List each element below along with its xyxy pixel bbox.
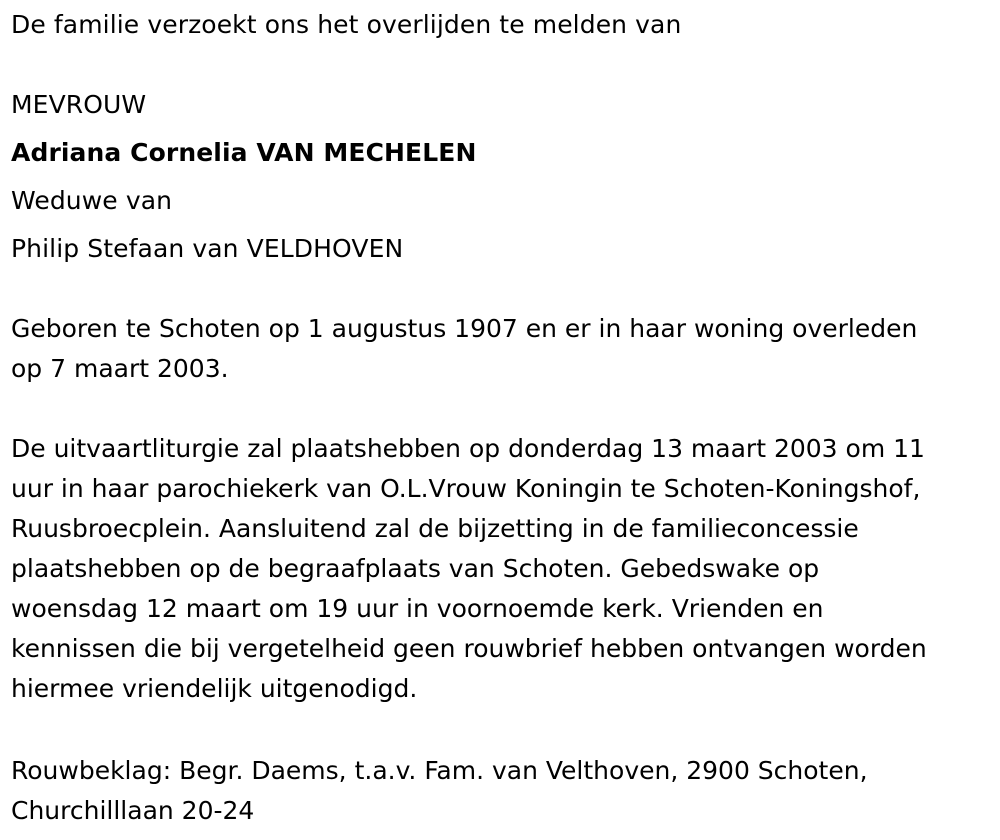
paragraph-line: Geboren te Schoten op 1 augustus 1907 en er in haar woning overleden xyxy=(11,314,918,343)
condolences-paragraph xyxy=(11,751,996,831)
paragraph-line: uur in haar parochiekerk van O.L.Vrouw Koningin te Schoten-Koningshof, xyxy=(11,474,921,503)
honorific: MEVROUW xyxy=(11,90,147,119)
paragraph-line: woensdag 12 maart om 19 uur in voornoemde kerk. Vrienden en xyxy=(11,594,824,623)
paragraph-line: hiermee vriendelijk uitgenodigd. xyxy=(11,674,418,703)
paragraph-line: plaatshebben op de begraafplaats van Schoten. Gebedswake op xyxy=(11,554,820,583)
paragraph-line: De uitvaartliturgie zal plaatshebben op donderdag 13 maart 2003 om 11 xyxy=(11,434,925,463)
birth-death-paragraph xyxy=(11,309,996,389)
spouse-name: Philip Stefaan van VELDHOVEN xyxy=(11,234,404,263)
paragraph-line: Rouwbeklag: Begr. Daems, t.a.v. Fam. van Velthoven, 2900 Schoten, xyxy=(11,756,868,785)
paragraph-line: Churchilllaan 20-24 xyxy=(11,796,255,825)
funeral-paragraph xyxy=(11,429,996,709)
paragraph-line: op 7 maart 2003. xyxy=(11,354,229,383)
relation-label: Weduwe van xyxy=(11,186,173,215)
deceased-name: Adriana Cornelia VAN MECHELEN xyxy=(11,138,477,167)
paragraph-line: Ruusbroecplein. Aansluitend zal de bijzetting in de familieconcessie xyxy=(11,514,859,543)
intro-text: De familie verzoekt ons het overlijden te melden van xyxy=(11,10,682,39)
paragraph-line: kennissen die bij vergetelheid geen rouwbrief hebben ontvangen worden xyxy=(11,634,927,663)
